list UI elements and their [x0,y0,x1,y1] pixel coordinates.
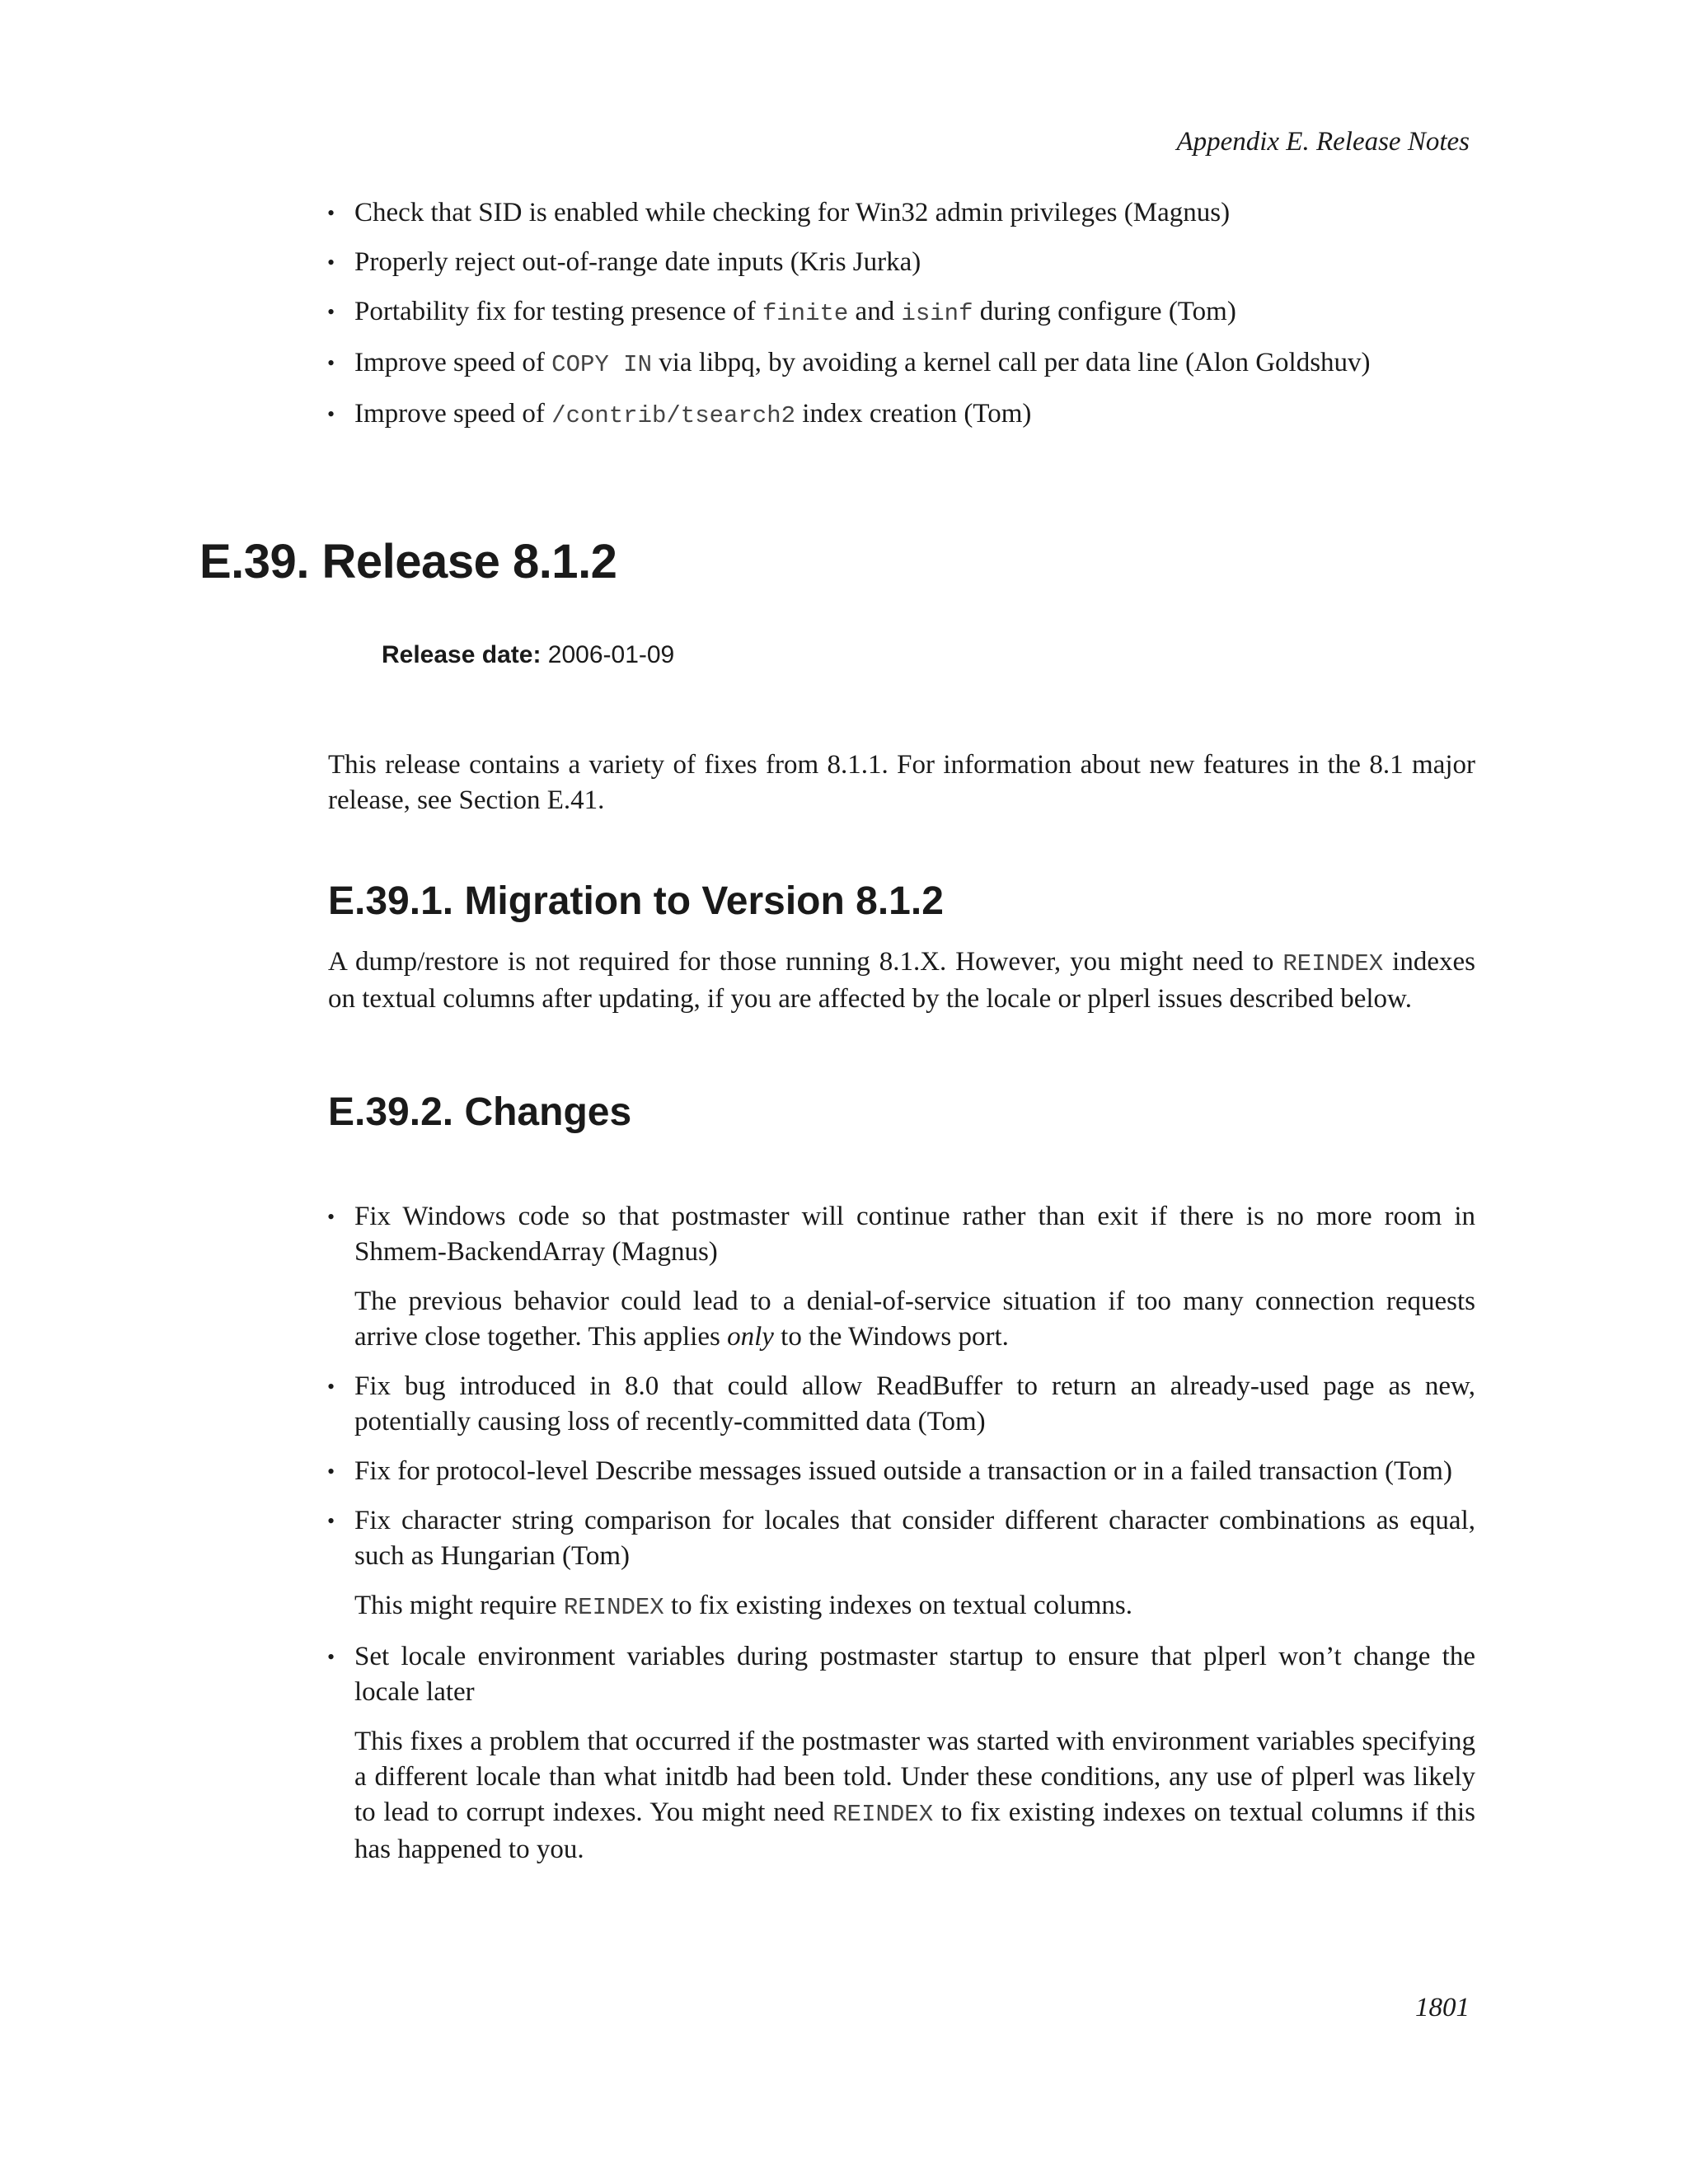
list-item-text: index creation (Tom) [795,399,1032,429]
list-item [327,1199,1475,1355]
changes-title: E.39.2. Changes [328,1090,632,1134]
note-text: to fix existing indexes on textual columns. [663,1591,1132,1620]
release-date-value: 2006-01-09 [547,641,675,668]
migration-title: E.39.1. Migration to Version 8.1.2 [328,879,944,923]
note-text: This might require [354,1591,564,1620]
list-item-text: Portability fix for testing presence of [354,297,762,326]
bullet-icon: • [327,251,335,274]
note-text: The previous behavior could lead to a denial-of-service situation if too many connection requests arrive close together. This applies [354,1286,1475,1352]
bullet-icon: • [327,300,335,324]
list-item [327,1639,1475,1868]
list-item-note [334,1588,1475,1625]
list-item-text: Properly reject out-of-range date inputs (Kris Jurka) [354,247,921,277]
bullet-icon: • [327,402,335,426]
list-item-text: Fix character string comparison for locales that consider different character combinations as equal, such as Hungarian (Tom) [354,1506,1475,1571]
emphasis-only: only [727,1322,774,1352]
list-item-text: Fix bug introduced in 8.0 that could allow ReadBuffer to return an already-used page as new, potentially causing loss of recently-committed data (Tom) [354,1371,1475,1436]
list-item [327,396,1475,434]
bullet-icon: • [327,1460,335,1483]
list-item-text: Improve speed of [354,348,552,377]
note-text: This fixes a problem that occurred if the postmaster was started with environment variables specifying a different locale than what initdb had been told. Under these conditions, any use of plperl was likely to lead to corrupt indexes. You might need [354,1727,1475,1827]
bullet-icon: • [327,1645,335,1669]
code-tsearch2-path: /contrib/tsearch2 [551,402,796,429]
code-reindex: REINDEX [1282,950,1384,977]
top-bullet-list [327,195,1475,448]
list-item-text: Check that SID is enabled while checking for Win32 admin privileges (Magnus) [354,198,1231,227]
list-item [327,195,1475,231]
list-item-note [334,1724,1475,1868]
bullet-icon: • [327,201,335,225]
code-reindex: REINDEX [832,1801,934,1828]
list-item [327,245,1475,280]
migration-text-part: A dump/restore is not required for those running 8.1.X. However, you might need to [328,947,1283,977]
bullet-icon: • [327,1205,335,1229]
list-item-text: during configure (Tom) [973,297,1236,326]
bullet-icon: • [327,351,335,375]
list-item [327,294,1475,331]
list-item [327,1503,1475,1625]
migration-text [328,944,1475,1017]
list-item-text: Fix for protocol-level Describe messages issued outside a transaction or in a failed transaction (Tom) [354,1456,1452,1486]
code-finite: finite [762,300,849,327]
release-date-label: Release date: [382,641,542,668]
changes-bullet-list [327,1199,1475,1882]
list-item-text: Fix Windows code so that postmaster will continue rather than exit if there is no more room in Shmem-BackendArray (Magnus) [354,1202,1475,1267]
bullet-icon: • [327,1509,335,1533]
section-intro: This release contains a variety of fixes from 8.1.1. For information about new features in the 8.1 major release, see Section E.41. [328,750,1475,815]
release-date [382,641,674,669]
list-item-text: Set locale environment variables during postmaster startup to ensure that plperl won’t change the locale later [354,1642,1475,1707]
section-title: E.39. Release 8.1.2 [199,535,617,588]
code-copy-in: COPY IN [551,351,652,378]
note-text: to fix existing indexes on textual columns if this has happened to you. [354,1797,1475,1864]
list-item [327,1369,1475,1440]
list-item-text: and [848,297,902,326]
list-item-note [334,1284,1475,1355]
code-reindex: REINDEX [563,1594,664,1621]
list-item [327,345,1475,382]
bullet-icon: • [327,1375,335,1399]
note-text: to the Windows port. [773,1322,1009,1352]
list-item [327,1454,1475,1489]
list-item-text: via libpq, by avoiding a kernel call per data line (Alon Goldshuv) [652,348,1371,377]
code-isinf: isinf [901,300,973,327]
running-header: Appendix E. Release Notes [1176,127,1470,157]
list-item-text: Improve speed of [354,399,552,429]
migration-text-part: indexes on textual columns after updating, if you are affected by the locale or plperl issues described below. [328,947,1475,1014]
page-number: 1801 [1415,1993,1470,2022]
